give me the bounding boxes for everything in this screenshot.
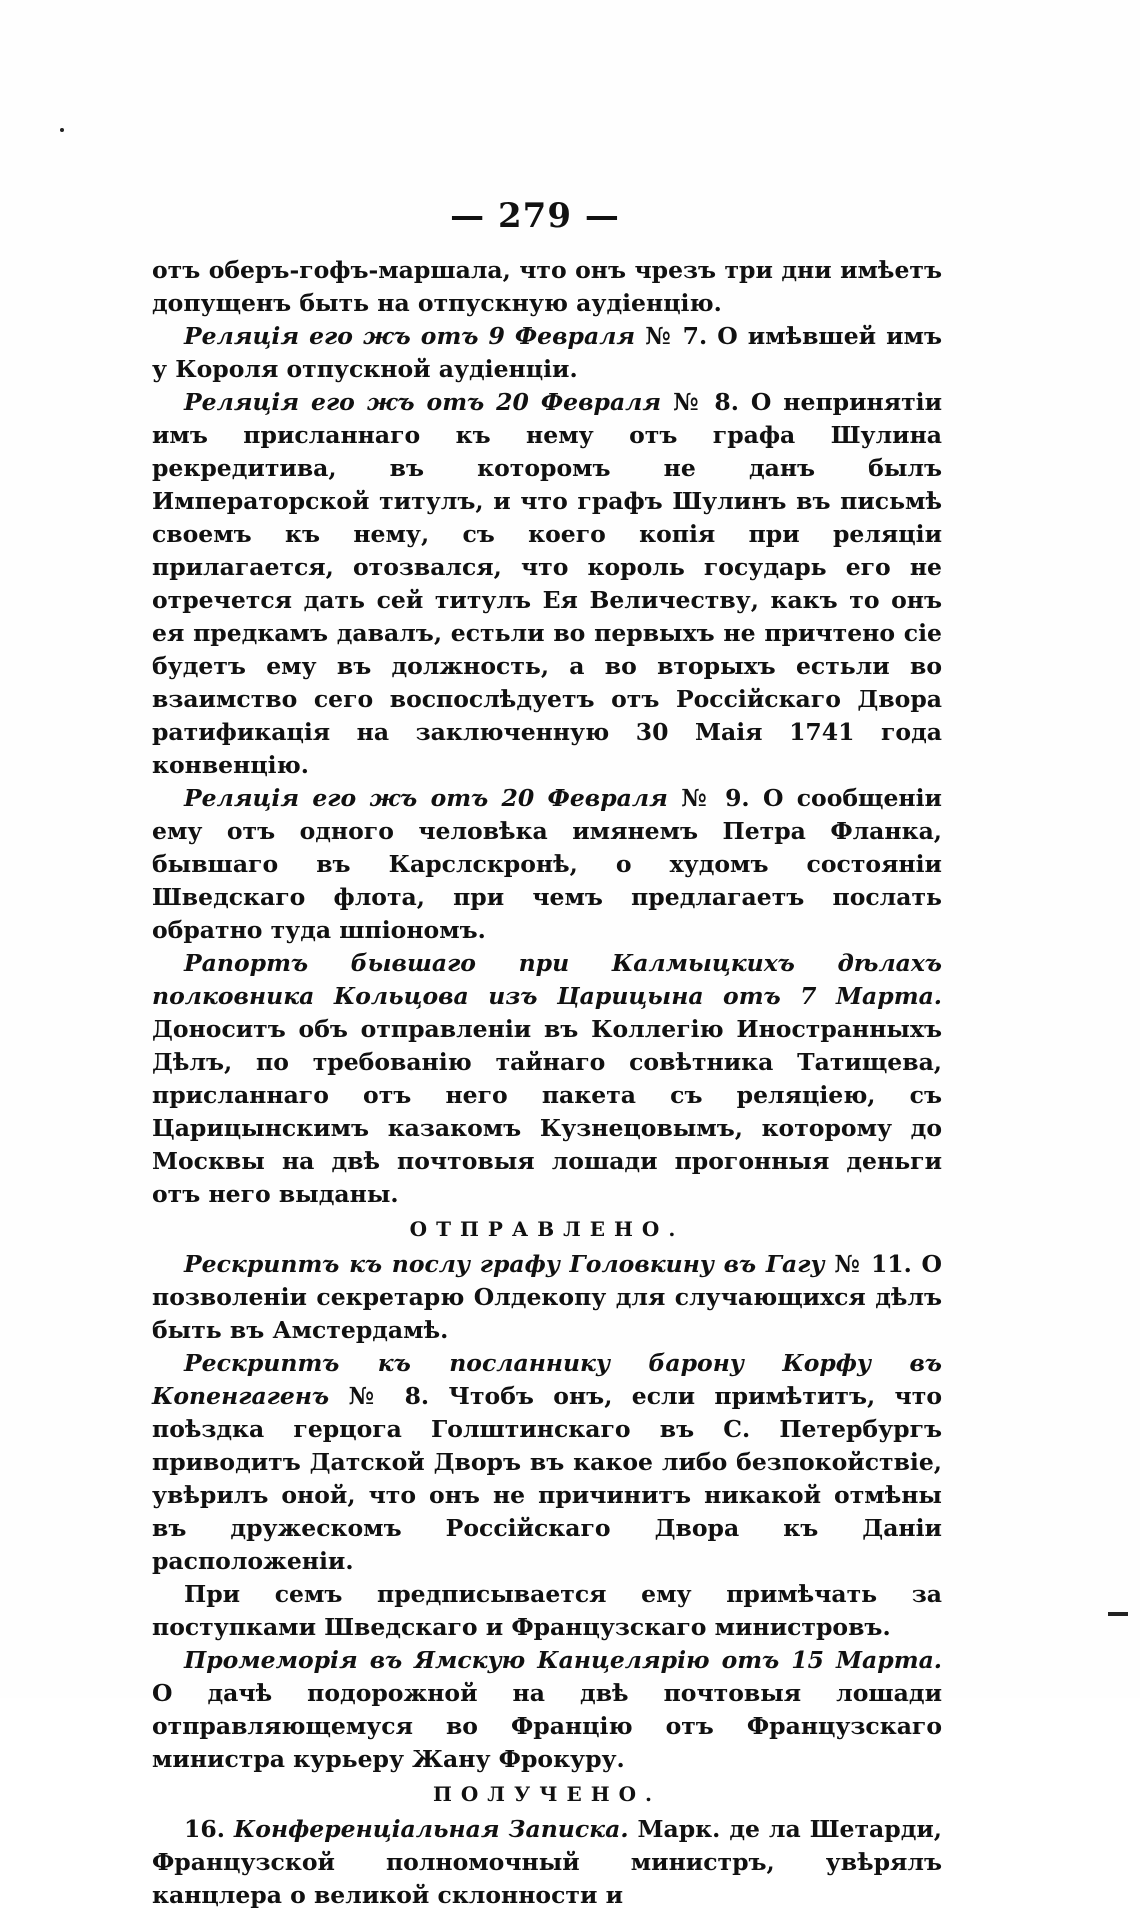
body-text (152, 254, 942, 1912)
paragraph (152, 1347, 942, 1578)
paragraph (152, 1644, 942, 1776)
page-number: — 279 — (450, 196, 620, 236)
paragraph-text: Доноситъ объ отправленіи въ Коллегію Иностранныхъ Дѣлъ, по требованію тайнаго совѣтника Татищева, присланнаго отъ него пакета съ реляціею, съ Царицынскимъ казакомъ Кузнецовымъ, которому до Москвы на двѣ почтовыя лошади прогонныя деньги отъ него выданы. (152, 1015, 942, 1208)
paragraph (152, 947, 942, 1211)
paragraph-text: О позволеніи секретарю Олдекопу для случающихся дѣлъ быть въ Амстердамѣ. (152, 1250, 942, 1344)
paragraph-text: О дачѣ подорожной на двѣ почтовыя лошади отправляющемуся во Францію отъ Французскаго министра курьеру Жану Фрокуру. (152, 1679, 942, 1773)
entry-number: № 7. (635, 322, 708, 350)
entry-title: Реляція его жъ отъ 9 Февраля (184, 322, 636, 350)
paragraph (152, 1813, 942, 1912)
paragraph (152, 1248, 942, 1347)
paragraph (152, 1578, 942, 1644)
paragraph (152, 254, 942, 320)
paragraph-text: О имѣвшей имъ у Короля отпускной аудіенціи. (152, 322, 942, 383)
entry-number: № 8. (661, 388, 739, 416)
entry-title: Реляція его жъ отъ 20 Февраля (184, 388, 662, 416)
paragraph-text: Марк. де ла Шетарди, Французской полномочный министръ, увѣрялъ канцлера о великой склонности и (152, 1815, 942, 1909)
entry-title: Конференціальная Записка. (233, 1815, 629, 1843)
section-heading: ОТПРАВЛЕНО. (409, 1217, 685, 1241)
paragraph (152, 320, 942, 386)
paragraph-text: отъ оберъ-гофъ-маршала, что онъ чрезъ три дни имѣетъ допущенъ быть на отпускную аудіенцію. (152, 256, 942, 317)
paragraph-text: Чтобъ онъ, если примѣтитъ, что поѣздка герцога Голштинскаго въ С. Петербургъ приводитъ Датской Дворъ въ какое либо безпокойствіе, увѣрилъ оной, что онъ не причинитъ никакой отмѣны въ дружескомъ Россійскаго Двора къ Даніи расположеніи. (152, 1382, 942, 1575)
paragraph-text: О сообщеніи ему отъ одного человѣка имянемъ Петра Фланка, бывшаго въ Карслскронѣ, о худомъ состояніи Шведскаго флота, при чемъ предлагаетъ послать обратно туда шпіономъ. (152, 784, 942, 944)
scan-speck (60, 128, 64, 132)
paragraph-text: О непринятіи имъ присланнаго къ нему отъ графа Шулина рекредитива, въ которомъ не данъ былъ Императорской титулъ, и что графъ Шулинъ въ письмѣ своемъ къ нему, съ коего копія при реляціи прилагается, отозвался, что король государь его не отречется дать сей титулъ Ея Величеству, какъ то онъ ея предкамъ давалъ, естьли во первыхъ не причтено сіе будетъ ему въ должность, а во вторыхъ естьли во взаимство сего воспослѣдуетъ отъ Россійскаго Двора ратификація на заключенную 30 Маія 1741 года конвенцію. (152, 388, 942, 779)
entry-title: Рапортъ бывшаго при Калмыцкихъ дѣлахъ полковника Кольцова изъ Царицына отъ 7 Марта. (152, 949, 942, 1010)
entry-number: № 8. (329, 1382, 430, 1410)
entry-prefix: 16. (184, 1815, 234, 1843)
section-heading: ПОЛУЧЕНО. (432, 1782, 661, 1806)
entry-title: Рескриптъ къ послу графу Головкину въ Гагу (184, 1250, 825, 1278)
paragraph (152, 782, 942, 947)
entry-number: № 11. (824, 1250, 912, 1278)
entry-title: Реляція его жъ отъ 20 Февраля (184, 784, 668, 812)
paragraph-text: При семъ предписывается ему примѣчать за поступками Шведскаго и Французскаго министровъ. (152, 1580, 942, 1641)
entry-title: Рескриптъ къ посланнику барону Корфу въ Копенгагенъ (152, 1349, 942, 1410)
entry-title: Промеморія въ Ямскую Канцелярію отъ 15 Марта. (184, 1646, 942, 1674)
entry-number: № 9. (667, 784, 750, 812)
scan-mark (1108, 1612, 1128, 1616)
paragraph (152, 386, 942, 782)
